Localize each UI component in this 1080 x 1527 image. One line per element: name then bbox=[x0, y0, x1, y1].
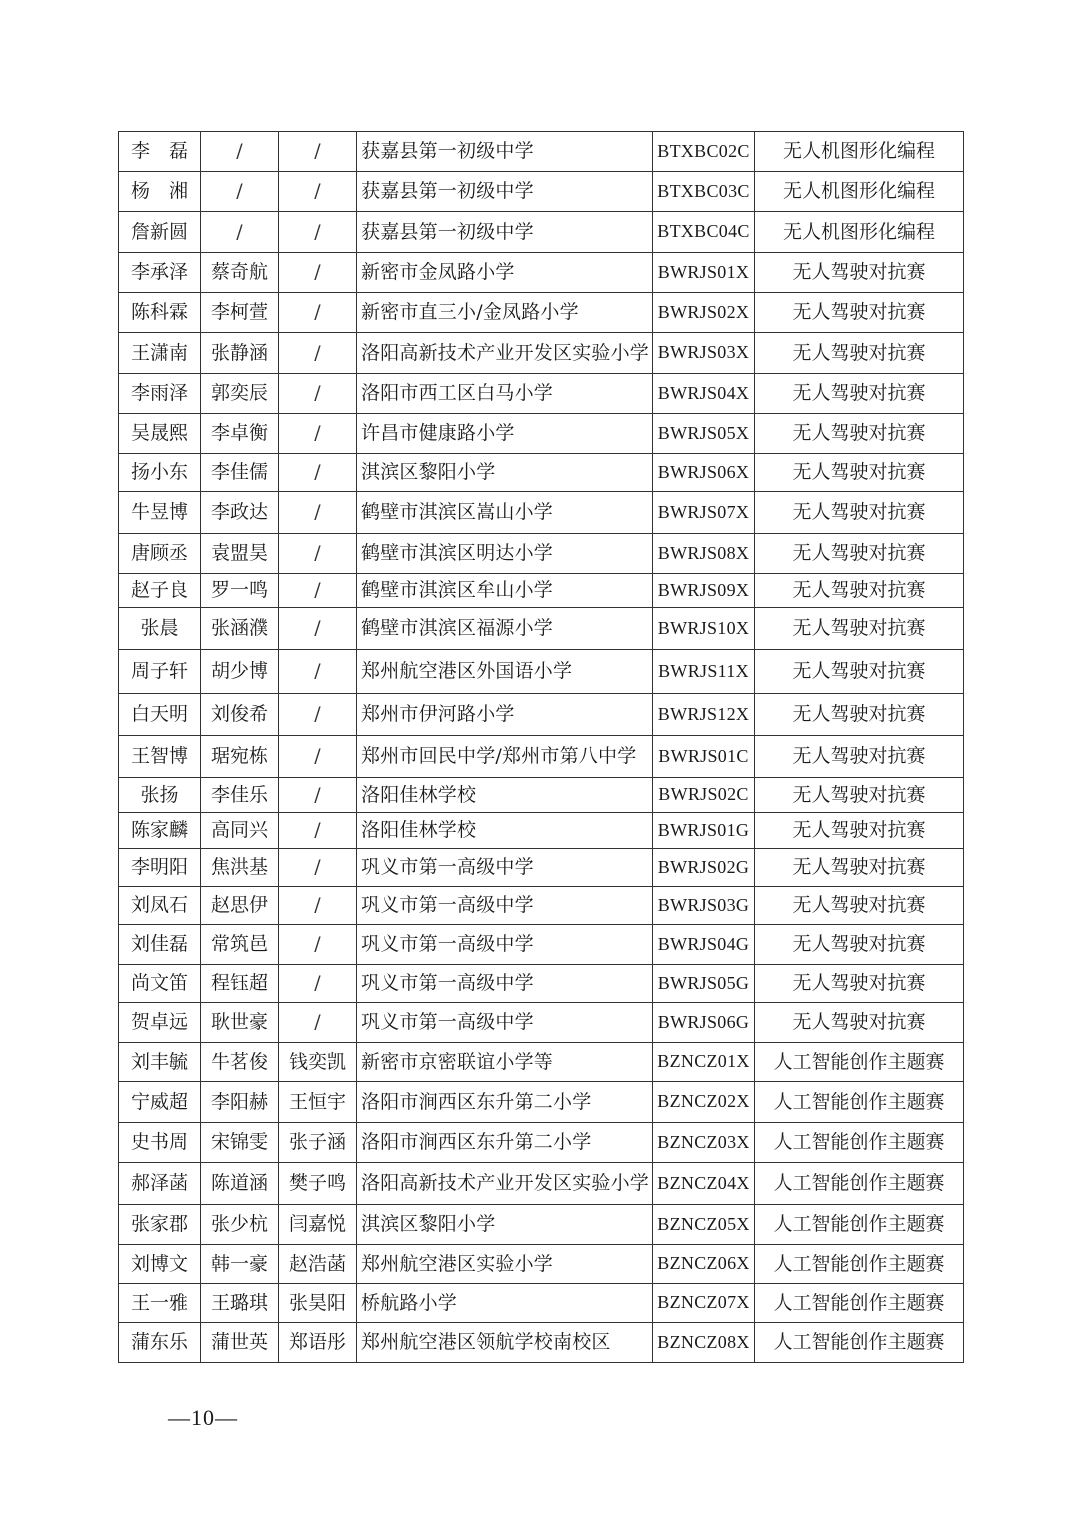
member-3-cell: 张子涵 bbox=[279, 1123, 357, 1163]
member-2-cell: 郭奕辰 bbox=[201, 374, 279, 414]
entry-code-cell: BWRJS03G bbox=[653, 887, 755, 925]
table-row bbox=[119, 172, 964, 212]
event-cell: 无人驾驶对抗赛 bbox=[755, 887, 964, 925]
event-cell: 人工智能创作主题赛 bbox=[755, 1205, 964, 1245]
event-cell: 无人驾驶对抗赛 bbox=[755, 293, 964, 333]
entry-code-cell: BWRJS04X bbox=[653, 374, 755, 414]
member-2-cell: 李阳赫 bbox=[201, 1082, 279, 1123]
member-3-cell: / bbox=[279, 694, 357, 736]
table-row bbox=[119, 925, 964, 965]
entry-code-cell: BWRJS05G bbox=[653, 965, 755, 1003]
school-cell: 新密市金凤路小学 bbox=[357, 253, 653, 293]
event-cell: 无人驾驶对抗赛 bbox=[755, 374, 964, 414]
table-row bbox=[119, 849, 964, 887]
member-2-cell: 袁盟昊 bbox=[201, 534, 279, 574]
member-1-cell: 张扬 bbox=[119, 778, 201, 813]
entry-code-cell: BWRJS01C bbox=[653, 736, 755, 778]
entry-code-cell: BTXBC02C bbox=[653, 132, 755, 172]
member-3-cell: / bbox=[279, 333, 357, 374]
table-row bbox=[119, 1245, 964, 1284]
school-cell: 鹤壁市淇滨区明达小学 bbox=[357, 534, 653, 574]
school-cell: 巩义市第一高级中学 bbox=[357, 925, 653, 965]
event-cell: 人工智能创作主题赛 bbox=[755, 1082, 964, 1123]
event-cell: 无人驾驶对抗赛 bbox=[755, 253, 964, 293]
entry-code-cell: BWRJS08X bbox=[653, 534, 755, 574]
member-2-cell: 李佳儒 bbox=[201, 454, 279, 492]
member-2-cell: 罗一鸣 bbox=[201, 574, 279, 608]
member-2-cell: 韩一豪 bbox=[201, 1245, 279, 1284]
school-cell: 洛阳高新技术产业开发区实验小学 bbox=[357, 333, 653, 374]
member-3-cell: / bbox=[279, 1003, 357, 1043]
roster-table-body bbox=[119, 132, 964, 1363]
member-1-cell: 刘丰毓 bbox=[119, 1043, 201, 1082]
entry-code-cell: BWRJS04G bbox=[653, 925, 755, 965]
table-row bbox=[119, 965, 964, 1003]
member-3-cell: / bbox=[279, 253, 357, 293]
member-1-cell: 王潇南 bbox=[119, 333, 201, 374]
member-1-cell: 周子轩 bbox=[119, 650, 201, 694]
event-cell: 人工智能创作主题赛 bbox=[755, 1043, 964, 1082]
roster-table bbox=[118, 131, 964, 1363]
school-cell: 洛阳佳林学校 bbox=[357, 813, 653, 849]
event-cell: 无人驾驶对抗赛 bbox=[755, 534, 964, 574]
member-2-cell: / bbox=[201, 212, 279, 253]
school-cell: 郑州市回民中学/郑州市第八中学 bbox=[357, 736, 653, 778]
entry-code-cell: BWRJS07X bbox=[653, 492, 755, 534]
member-1-cell: 张晨 bbox=[119, 608, 201, 650]
entry-code-cell: BZNCZ03X bbox=[653, 1123, 755, 1163]
member-1-cell: 陈科霖 bbox=[119, 293, 201, 333]
member-2-cell: 陈道涵 bbox=[201, 1163, 279, 1205]
school-cell: 洛阳佳林学校 bbox=[357, 778, 653, 813]
member-2-cell: 赵思伊 bbox=[201, 887, 279, 925]
member-3-cell: 樊子鸣 bbox=[279, 1163, 357, 1205]
table-row bbox=[119, 1082, 964, 1123]
member-3-cell: / bbox=[279, 650, 357, 694]
member-2-cell: 蔡奇航 bbox=[201, 253, 279, 293]
table-row bbox=[119, 608, 964, 650]
event-cell: 无人驾驶对抗赛 bbox=[755, 849, 964, 887]
school-cell: 鹤壁市淇滨区牟山小学 bbox=[357, 574, 653, 608]
entry-code-cell: BZNCZ04X bbox=[653, 1163, 755, 1205]
event-cell: 无人驾驶对抗赛 bbox=[755, 650, 964, 694]
school-cell: 巩义市第一高级中学 bbox=[357, 965, 653, 1003]
entry-code-cell: BZNCZ05X bbox=[653, 1205, 755, 1245]
member-3-cell: / bbox=[279, 414, 357, 454]
member-1-cell: 史书周 bbox=[119, 1123, 201, 1163]
school-cell: 获嘉县第一初级中学 bbox=[357, 172, 653, 212]
school-cell: 巩义市第一高级中学 bbox=[357, 887, 653, 925]
school-cell: 淇滨区黎阳小学 bbox=[357, 1205, 653, 1245]
school-cell: 巩义市第一高级中学 bbox=[357, 1003, 653, 1043]
member-2-cell: 琚宛栋 bbox=[201, 736, 279, 778]
school-cell: 许昌市健康路小学 bbox=[357, 414, 653, 454]
member-2-cell: 蒲世英 bbox=[201, 1323, 279, 1363]
school-cell: 洛阳市涧西区东升第二小学 bbox=[357, 1123, 653, 1163]
school-cell: 郑州航空港区领航学校南校区 bbox=[357, 1323, 653, 1363]
member-1-cell: 王一雅 bbox=[119, 1284, 201, 1323]
member-3-cell: / bbox=[279, 492, 357, 534]
event-cell: 无人驾驶对抗赛 bbox=[755, 414, 964, 454]
table-row bbox=[119, 887, 964, 925]
entry-code-cell: BWRJS01X bbox=[653, 253, 755, 293]
event-cell: 无人机图形化编程 bbox=[755, 132, 964, 172]
member-2-cell: 焦洪基 bbox=[201, 849, 279, 887]
event-cell: 无人驾驶对抗赛 bbox=[755, 813, 964, 849]
school-cell: 巩义市第一高级中学 bbox=[357, 849, 653, 887]
member-1-cell: 扬小东 bbox=[119, 454, 201, 492]
school-cell: 鹤壁市淇滨区嵩山小学 bbox=[357, 492, 653, 534]
member-2-cell: 宋锦雯 bbox=[201, 1123, 279, 1163]
entry-code-cell: BWRJS11X bbox=[653, 650, 755, 694]
member-2-cell: 张涵濮 bbox=[201, 608, 279, 650]
event-cell: 人工智能创作主题赛 bbox=[755, 1123, 964, 1163]
entry-code-cell: BWRJS06G bbox=[653, 1003, 755, 1043]
member-2-cell: 常筑邑 bbox=[201, 925, 279, 965]
event-cell: 无人机图形化编程 bbox=[755, 212, 964, 253]
member-1-cell: 刘佳磊 bbox=[119, 925, 201, 965]
event-cell: 无人驾驶对抗赛 bbox=[755, 736, 964, 778]
table-row bbox=[119, 534, 964, 574]
member-1-cell: 杨 湘 bbox=[119, 172, 201, 212]
member-3-cell: / bbox=[279, 172, 357, 212]
member-1-cell: 詹新圆 bbox=[119, 212, 201, 253]
school-cell: 淇滨区黎阳小学 bbox=[357, 454, 653, 492]
member-3-cell: / bbox=[279, 925, 357, 965]
entry-code-cell: BWRJS03X bbox=[653, 333, 755, 374]
event-cell: 无人驾驶对抗赛 bbox=[755, 454, 964, 492]
entry-code-cell: BWRJS02C bbox=[653, 778, 755, 813]
event-cell: 人工智能创作主题赛 bbox=[755, 1323, 964, 1363]
entry-code-cell: BZNCZ08X bbox=[653, 1323, 755, 1363]
member-1-cell: 尚文笛 bbox=[119, 965, 201, 1003]
entry-code-cell: BWRJS12X bbox=[653, 694, 755, 736]
member-3-cell: 张昊阳 bbox=[279, 1284, 357, 1323]
entry-code-cell: BWRJS09X bbox=[653, 574, 755, 608]
member-1-cell: 吴晟熙 bbox=[119, 414, 201, 454]
member-2-cell: 程钰超 bbox=[201, 965, 279, 1003]
member-3-cell: / bbox=[279, 212, 357, 253]
event-cell: 人工智能创作主题赛 bbox=[755, 1284, 964, 1323]
table-row bbox=[119, 694, 964, 736]
event-cell: 无人驾驶对抗赛 bbox=[755, 1003, 964, 1043]
member-1-cell: 刘博文 bbox=[119, 1245, 201, 1284]
member-1-cell: 李承泽 bbox=[119, 253, 201, 293]
event-cell: 无人驾驶对抗赛 bbox=[755, 492, 964, 534]
table-row bbox=[119, 1284, 964, 1323]
member-1-cell: 唐顾丞 bbox=[119, 534, 201, 574]
table-row bbox=[119, 1163, 964, 1205]
member-3-cell: / bbox=[279, 887, 357, 925]
school-cell: 鹤壁市淇滨区福源小学 bbox=[357, 608, 653, 650]
entry-code-cell: BZNCZ07X bbox=[653, 1284, 755, 1323]
table-row bbox=[119, 414, 964, 454]
member-3-cell: / bbox=[279, 608, 357, 650]
table-row bbox=[119, 736, 964, 778]
entry-code-cell: BWRJS06X bbox=[653, 454, 755, 492]
member-2-cell: 高同兴 bbox=[201, 813, 279, 849]
member-3-cell: 闫嘉悦 bbox=[279, 1205, 357, 1245]
member-3-cell: / bbox=[279, 374, 357, 414]
member-2-cell: / bbox=[201, 132, 279, 172]
member-3-cell: / bbox=[279, 454, 357, 492]
table-row bbox=[119, 778, 964, 813]
member-1-cell: 牛昱博 bbox=[119, 492, 201, 534]
school-cell: 洛阳高新技术产业开发区实验小学 bbox=[357, 1163, 653, 1205]
member-2-cell: 张少杭 bbox=[201, 1205, 279, 1245]
member-1-cell: 李明阳 bbox=[119, 849, 201, 887]
school-cell: 获嘉县第一初级中学 bbox=[357, 212, 653, 253]
school-cell: 洛阳市西工区白马小学 bbox=[357, 374, 653, 414]
event-cell: 无人驾驶对抗赛 bbox=[755, 965, 964, 1003]
member-1-cell: 郝泽菡 bbox=[119, 1163, 201, 1205]
member-3-cell: / bbox=[279, 778, 357, 813]
entry-code-cell: BWRJS02G bbox=[653, 849, 755, 887]
member-2-cell: 胡少博 bbox=[201, 650, 279, 694]
event-cell: 人工智能创作主题赛 bbox=[755, 1245, 964, 1284]
member-3-cell: / bbox=[279, 293, 357, 333]
school-cell: 郑州市伊河路小学 bbox=[357, 694, 653, 736]
event-cell: 无人驾驶对抗赛 bbox=[755, 925, 964, 965]
entry-code-cell: BWRJS02X bbox=[653, 293, 755, 333]
event-cell: 无人驾驶对抗赛 bbox=[755, 778, 964, 813]
member-1-cell: 贺卓远 bbox=[119, 1003, 201, 1043]
event-cell: 无人驾驶对抗赛 bbox=[755, 608, 964, 650]
school-cell: 洛阳市涧西区东升第二小学 bbox=[357, 1082, 653, 1123]
table-row bbox=[119, 1205, 964, 1245]
table-row bbox=[119, 1123, 964, 1163]
member-2-cell: 李佳乐 bbox=[201, 778, 279, 813]
entry-code-cell: BZNCZ02X bbox=[653, 1082, 755, 1123]
school-cell: 新密市直三小/金凤路小学 bbox=[357, 293, 653, 333]
member-3-cell: / bbox=[279, 132, 357, 172]
table-row bbox=[119, 333, 964, 374]
member-2-cell: 李政达 bbox=[201, 492, 279, 534]
member-2-cell: 牛茗俊 bbox=[201, 1043, 279, 1082]
member-3-cell: / bbox=[279, 574, 357, 608]
member-1-cell: 刘凤石 bbox=[119, 887, 201, 925]
event-cell: 无人驾驶对抗赛 bbox=[755, 574, 964, 608]
entry-code-cell: BWRJS10X bbox=[653, 608, 755, 650]
page-number: —10— bbox=[168, 1405, 238, 1430]
member-3-cell: / bbox=[279, 736, 357, 778]
member-1-cell: 李 磊 bbox=[119, 132, 201, 172]
member-1-cell: 王智博 bbox=[119, 736, 201, 778]
table-row bbox=[119, 132, 964, 172]
member-3-cell: 郑语彤 bbox=[279, 1323, 357, 1363]
event-cell: 人工智能创作主题赛 bbox=[755, 1163, 964, 1205]
member-3-cell: / bbox=[279, 813, 357, 849]
member-1-cell: 蒲东乐 bbox=[119, 1323, 201, 1363]
entry-code-cell: BZNCZ01X bbox=[653, 1043, 755, 1082]
member-1-cell: 陈家麟 bbox=[119, 813, 201, 849]
table-row bbox=[119, 212, 964, 253]
school-cell: 新密市京密联谊小学等 bbox=[357, 1043, 653, 1082]
table-row bbox=[119, 650, 964, 694]
school-cell: 桥航路小学 bbox=[357, 1284, 653, 1323]
member-2-cell: 张静涵 bbox=[201, 333, 279, 374]
table-row bbox=[119, 1323, 964, 1363]
table-row bbox=[119, 1043, 964, 1082]
member-1-cell: 张家郡 bbox=[119, 1205, 201, 1245]
member-1-cell: 宁威超 bbox=[119, 1082, 201, 1123]
entry-code-cell: BTXBC03C bbox=[653, 172, 755, 212]
table-row bbox=[119, 253, 964, 293]
table-row bbox=[119, 492, 964, 534]
school-cell: 郑州航空港区外国语小学 bbox=[357, 650, 653, 694]
entry-code-cell: BTXBC04C bbox=[653, 212, 755, 253]
member-3-cell: 钱奕凯 bbox=[279, 1043, 357, 1082]
member-2-cell: 王璐琪 bbox=[201, 1284, 279, 1323]
table-row bbox=[119, 1003, 964, 1043]
entry-code-cell: BWRJS01G bbox=[653, 813, 755, 849]
member-2-cell: 刘俊希 bbox=[201, 694, 279, 736]
member-1-cell: 赵子良 bbox=[119, 574, 201, 608]
event-cell: 无人驾驶对抗赛 bbox=[755, 694, 964, 736]
member-1-cell: 白天明 bbox=[119, 694, 201, 736]
table-row bbox=[119, 574, 964, 608]
event-cell: 无人驾驶对抗赛 bbox=[755, 333, 964, 374]
table-row bbox=[119, 813, 964, 849]
member-2-cell: 李柯萱 bbox=[201, 293, 279, 333]
event-cell: 无人机图形化编程 bbox=[755, 172, 964, 212]
table-row bbox=[119, 374, 964, 414]
member-3-cell: / bbox=[279, 849, 357, 887]
school-cell: 郑州航空港区实验小学 bbox=[357, 1245, 653, 1284]
member-2-cell: 李卓衡 bbox=[201, 414, 279, 454]
member-2-cell: 耿世豪 bbox=[201, 1003, 279, 1043]
member-3-cell: / bbox=[279, 534, 357, 574]
table-row bbox=[119, 293, 964, 333]
member-3-cell: 王恒宇 bbox=[279, 1082, 357, 1123]
member-3-cell: 赵浩菡 bbox=[279, 1245, 357, 1284]
member-2-cell: / bbox=[201, 172, 279, 212]
member-1-cell: 李雨泽 bbox=[119, 374, 201, 414]
table-row bbox=[119, 454, 964, 492]
entry-code-cell: BWRJS05X bbox=[653, 414, 755, 454]
member-3-cell: / bbox=[279, 965, 357, 1003]
school-cell: 获嘉县第一初级中学 bbox=[357, 132, 653, 172]
entry-code-cell: BZNCZ06X bbox=[653, 1245, 755, 1284]
